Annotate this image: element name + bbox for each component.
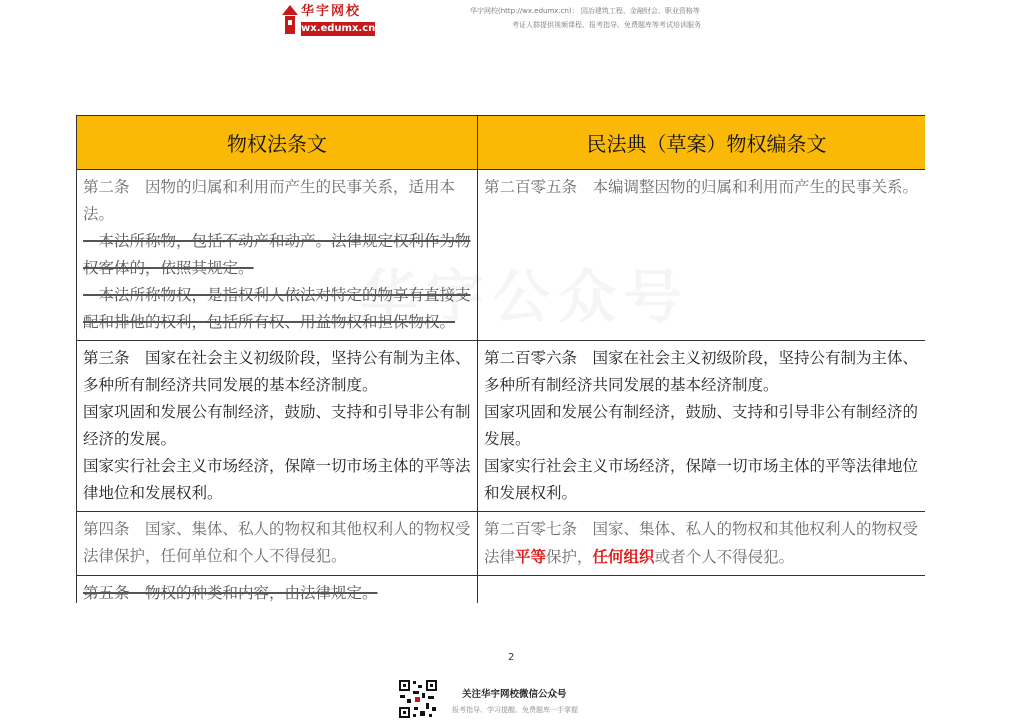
table-cell-right [478,512,926,576]
highlighted-change: 任何组织 [592,547,655,566]
article-text: 第二百零五条 本编调整因物的归属和利用而产生的民事关系。 [484,178,919,196]
table-cell-left [77,170,478,341]
article-text: 国家巩固和发展公有制经济，鼓励、支持和引导非公有制经济的发展。 [484,403,919,448]
logo-mark-icon [281,5,299,35]
header-tagline-1: 华宇网校(http://wx.edumx.cn)： 园冶建筑工程、金融财会、职业资格等 [470,7,700,15]
article-text [484,516,925,571]
header-tagline-2: 考证人群提供视频课程、报考指导、免费题库等考试培训服务 [512,21,701,29]
table-cell-right [478,576,926,604]
column-header-property-law: 物权法条文 [77,116,478,170]
article-text: 国家实行社会主义市场经济，保障一切市场主体的平等法律地位和发展权利。 [484,457,919,502]
deleted-article-text: 第五条 物权的种类和内容，由法律规定。 [83,584,378,602]
article-text-part: 保护， [546,548,593,566]
article-text: 第四条 国家、集体、私人的物权和其他权利人的物权受法律保护，任何单位和个人不得侵犯。 [83,520,471,565]
deleted-article-text: 本法所称物权，是指权利人依法对特定的物享有直接支配和排他的权利，包括所有权、用益物权和担保物权。 [83,286,471,331]
qr-code-icon [398,679,438,719]
footer-title: 关注华宇网校微信公众号 [462,689,567,700]
comparison-table [76,115,925,603]
article-text-part: 或者个人不得侵犯。 [654,548,795,566]
deleted-article-text: 本法所称物，包括不动产和动产。法律规定权利作为物权客体的，依照其规定。 [83,232,471,277]
table-cell-left [77,341,478,512]
table-cell-left [77,512,478,576]
article-text: 第二条 因物的归属和利用而产生的民事关系，适用本法。 [83,178,456,223]
footer-subtitle: 报考指导、学习提醒、免费题库一手掌握 [452,706,578,714]
table-cell-left [77,576,478,604]
column-header-civil-code: 民法典（草案）物权编条文 [478,116,926,170]
logo-url: wx.edumx.cn [301,23,376,34]
logo-text: 华宇网校 [301,4,362,19]
watermark: 华宇公众号 [360,263,691,331]
table-row [77,512,926,576]
article-text: 国家巩固和发展公有制经济，鼓励、支持和引导非公有制经济的发展。 [83,403,471,448]
site-logo[interactable] [281,3,375,37]
table-cell-right [478,170,926,341]
table-row [77,341,926,512]
page-number: 2 [508,652,515,663]
article-text: 第二百零六条 国家在社会主义初级阶段，坚持公有制为主体、多种所有制经济共同发展的基本经济制度。 [484,349,919,394]
table-row [77,576,926,604]
article-text: 第三条 国家在社会主义初级阶段，坚持公有制为主体、多种所有制经济共同发展的基本经济制度。 [83,349,471,394]
highlighted-change: 平等 [515,547,547,566]
article-text: 国家实行社会主义市场经济，保障一切市场主体的平等法律地位和发展权利。 [83,457,471,502]
table-cell-right [478,341,926,512]
article-text-part: 第二百零七条 国家、集体、私人的物权和其他权利人的物权受法律 [484,520,919,566]
table-row [77,170,926,341]
